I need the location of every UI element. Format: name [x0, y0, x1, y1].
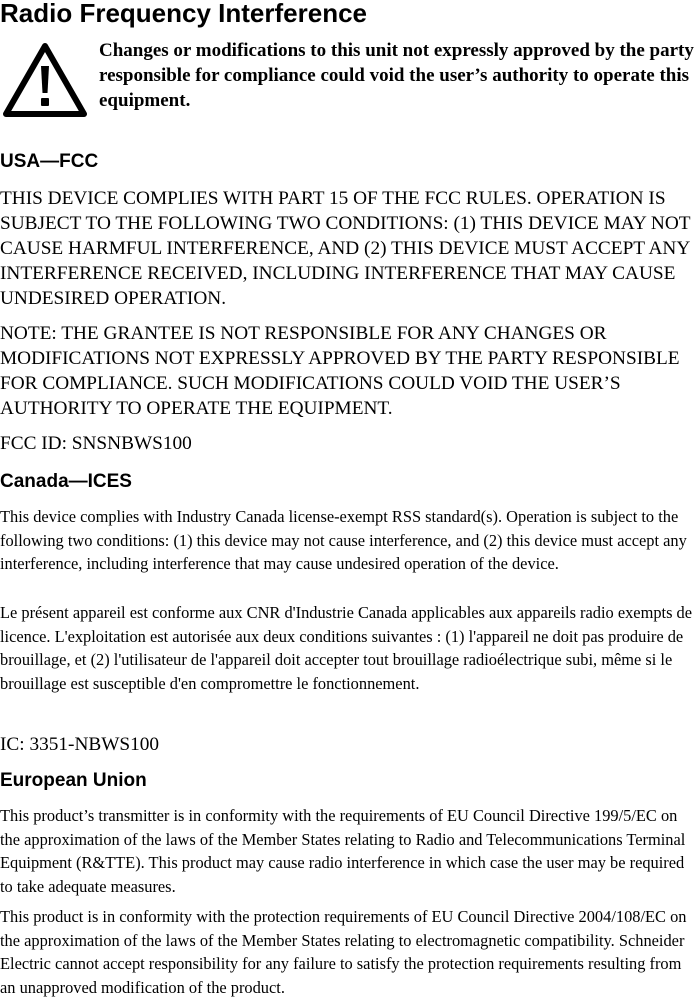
usa-fcc-heading: USA—FCC [0, 151, 99, 172]
warning-triangle-icon [2, 42, 88, 118]
fcc-id: FCC ID: SNSNBWS100 [0, 433, 192, 454]
european-union-heading: European Union [0, 770, 147, 791]
page-title: Radio Frequency Interference [0, 0, 367, 28]
eu-rtte-paragraph: This product’s transmitter is in conformity with the requirements of EU Council Directive 199/5/EC on the approximation of the laws of the Member States relating to Radio and Telecommunications Terminal Equipment (R&TTE). This product may cause radio interference in which case the user may be required to take adequate measures. [0, 806, 686, 896]
canada-ices-heading: Canada—ICES [0, 471, 132, 492]
fcc-note-paragraph: NOTE: THE GRANTEE IS NOT RESPONSIBLE FOR ANY CHANGES OR MODIFICATIONS NOT EXPRESSLY APPROVED BY THE PARTY RESPONSIBLE FOR COMPLIANCE. SUCH MODIFICATIONS COULD VOID THE USER’S AUTHORITY TO OPERATE THE EQUIPMENT. [0, 323, 680, 419]
fcc-compliance-paragraph: THIS DEVICE COMPLIES WITH PART 15 OF THE FCC RULES. OPERATION IS SUBJECT TO THE FOLLOWING TWO CONDITIONS: (1) THIS DEVICE MAY NOT CAUSE HARMFUL INTERFERENCE, AND (2) THIS DEVICE MUST ACCEPT ANY INTERFERENCE RECEIVED, INCLUDING INTERFERENCE THAT MAY CAUSE UNDESIRED OPERATION. [0, 188, 691, 309]
warning-text: Changes or modifications to this unit not expressly approved by the party responsible for compliance could void the user’s authority to operate this equipment. [99, 40, 694, 111]
canada-english-paragraph: This device complies with Industry Canada license-exempt RSS standard(s). Operation is subject to the following two conditions: (1) this device may not cause interference, and (2) this device must accept any interference, including interference that may cause undesired operation of the device. [0, 507, 687, 573]
eu-emc-paragraph: This product is in conformity with the protection requirements of EU Council Directive 2004/108/EC on the approximation of the laws of the Member States relating to electromagnetic compatibility. Schneider Electric cannot accept responsibility for any failure to satisfy the protection requirements resulting from an unapproved modification of the product. [0, 907, 687, 997]
ic-number: IC: 3351-NBWS100 [0, 734, 160, 755]
canada-french-paragraph: Le présent appareil est conforme aux CNR d'Industrie Canada applicables aux appareils radio exempts de licence. L'exploitation est autorisée aux deux conditions suivantes : (1) l'appareil ne doit pas produire de brouillage, et (2) l'utilisateur de l'appareil doit accepter tout brouillage radioélectrique subi, même si le brouillage est susceptible d'en compromettre le fonctionnement. [0, 603, 693, 693]
